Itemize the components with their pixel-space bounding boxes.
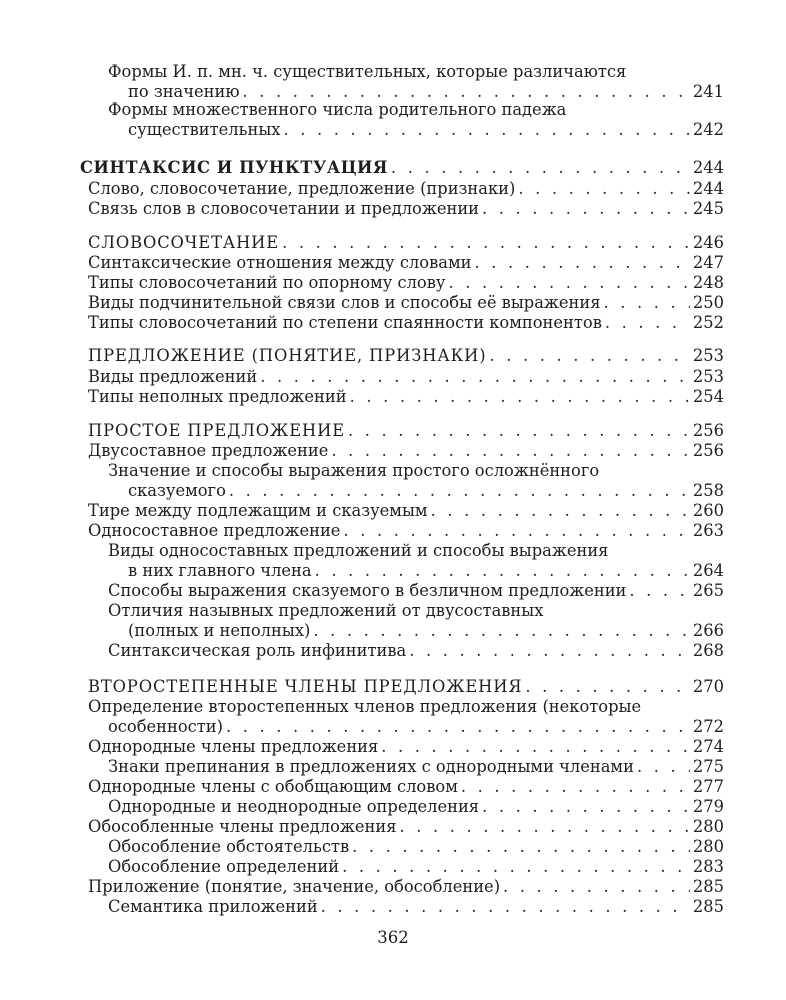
dot-leader (474, 253, 689, 273)
dot-leader (503, 877, 690, 897)
toc-entry-title: Виды подчинительной связи слов и способы её выражения (88, 293, 601, 312)
dot-leader (226, 717, 690, 737)
dot-leader (604, 293, 690, 313)
toc-page-number: 279 (692, 797, 724, 816)
dot-leader (282, 233, 690, 253)
toc-entry-title: существительных (128, 120, 281, 139)
toc-entry-title: Обособленные члены предложения (88, 817, 397, 836)
toc-entry (80, 877, 724, 897)
toc-entry (80, 179, 724, 199)
toc-page-number: 274 (692, 737, 724, 756)
toc-entry (80, 293, 724, 313)
dot-leader (637, 757, 690, 777)
toc-page-number: 283 (692, 857, 724, 876)
toc-entry-title: Семантика приложений (108, 897, 318, 916)
toc-entry-title: Синтаксические отношения между словами (88, 253, 472, 272)
dot-leader (260, 367, 690, 387)
dot-leader (461, 777, 690, 797)
dot-leader (313, 621, 690, 641)
toc-entry-title-line: Виды односоставных предложений и способы выражения (108, 541, 609, 560)
dot-leader (315, 561, 690, 581)
dot-leader (381, 737, 690, 757)
toc-page-number: 254 (692, 387, 724, 406)
toc-entry-title: Типы словосочетаний по опорному слову (88, 273, 446, 292)
toc-entry (80, 601, 724, 641)
toc-entry-title: по значению (128, 82, 240, 101)
dot-leader (342, 857, 690, 877)
toc-entry (80, 897, 724, 917)
toc-entry (80, 541, 724, 581)
toc-entry (80, 501, 724, 521)
toc-page-number: 280 (692, 817, 724, 836)
toc-entry (80, 777, 724, 797)
toc-entry-title: (полных и неполных) (128, 621, 311, 640)
toc-entry (80, 797, 724, 817)
toc-page-number: 260 (692, 501, 724, 520)
dot-leader (331, 441, 690, 461)
toc-entry-title: Синтаксическая роль инфинитива (108, 641, 407, 660)
toc-entry-title: ПРЕДЛОЖЕНИЕ (ПОНЯТИЕ, ПРИЗНАКИ) (88, 346, 487, 365)
toc-page-number: 253 (692, 346, 724, 365)
toc-entry-title: Типы неполных предложений (88, 387, 347, 406)
toc-page-number: 263 (692, 521, 724, 540)
toc-entry-title: Приложение (понятие, значение, обособление) (88, 877, 501, 896)
dot-leader (243, 82, 690, 102)
toc-page-number: 246 (692, 233, 724, 252)
toc-page-number: 244 (692, 179, 724, 198)
toc-page-number: 248 (692, 273, 724, 292)
toc-page-number: 256 (692, 441, 724, 460)
dot-leader (448, 273, 689, 293)
toc-entry-title: Однородные члены с обобщающим словом (88, 777, 458, 796)
toc-page-number: 241 (692, 82, 724, 101)
dot-leader (489, 346, 689, 366)
toc-entry-title: Типы словосочетаний по степени спаянности компонентов (88, 313, 602, 332)
toc-entry-title: ВТОРОСТЕПЕННЫЕ ЧЛЕНЫ ПРЕДЛОЖЕНИЯ (88, 677, 523, 696)
toc-entry (80, 367, 724, 387)
dot-leader (629, 581, 690, 601)
toc-entry (80, 641, 724, 661)
toc-entry (80, 273, 724, 293)
toc-page-number: 285 (692, 897, 724, 916)
toc-entry-title: Двусоставное предложение (88, 441, 329, 460)
toc-page-number: 285 (692, 877, 724, 896)
toc-entry-title-line: Формы множественного числа родительного падежа (108, 100, 567, 119)
toc-page-number: 280 (692, 837, 724, 856)
dot-leader (431, 501, 690, 521)
toc-page-number: 277 (692, 777, 724, 796)
dot-leader (518, 179, 690, 199)
toc-page-number: 272 (692, 717, 724, 736)
toc-entry-title-line: Определение второстепенных членов предложения (некоторые (88, 697, 642, 716)
toc-entry-title: Обособление определений (108, 857, 340, 876)
toc-entry-title: Связь слов в словосочетании и предложении (88, 199, 480, 218)
toc-entry-title-line: Значение и способы выражения простого осложнённого (108, 461, 600, 480)
toc-entry-title: Однородные члены предложения (88, 737, 379, 756)
toc-entry-title: Тире между подлежащим и сказуемым (88, 501, 428, 520)
toc-entry-title: Слово, словосочетание, предложение (признаки) (88, 179, 516, 198)
toc-entry (80, 62, 724, 102)
toc-page-number: 250 (692, 293, 724, 312)
toc-entry-title: Способы выражения сказуемого в безличном предложении (108, 581, 627, 600)
dot-leader (283, 120, 689, 140)
toc-entry-title: Односоставное предложение (88, 521, 341, 540)
toc-entry-title: Однородные и неоднородные определения (108, 797, 480, 816)
page-number: 362 (377, 928, 409, 947)
dot-leader (321, 897, 690, 917)
toc-entry-title: особенности) (108, 717, 223, 736)
toc-entry-title: сказуемого (128, 481, 226, 500)
dot-leader (348, 421, 690, 441)
toc-entry-title: в них главного члена (128, 561, 312, 580)
toc-entry (80, 100, 724, 140)
toc-entry-title: Обособление обстоятельств (108, 837, 350, 856)
toc-entry (80, 757, 724, 777)
toc-page-number: 245 (692, 199, 724, 218)
toc-page-number: 265 (692, 581, 724, 600)
toc-page-number: 252 (692, 313, 724, 332)
toc-page-number: 275 (692, 757, 724, 776)
toc-chapter-heading (80, 346, 724, 366)
toc-entry (80, 697, 724, 737)
toc-entry-title: СЛОВОСОЧЕТАНИЕ (88, 233, 280, 252)
toc-section-heading (80, 158, 724, 178)
dot-leader (525, 677, 690, 697)
toc-page-number: 247 (692, 253, 724, 272)
toc-entry (80, 857, 724, 877)
dot-leader (409, 641, 690, 661)
dot-leader (343, 521, 689, 541)
toc-entry-title-line: Отличия назывных предложений от двусоставных (108, 601, 544, 620)
toc-entry (80, 817, 724, 837)
dot-leader (350, 387, 690, 407)
dot-leader (482, 797, 690, 817)
toc-page-number: 266 (692, 621, 724, 640)
toc-entry-title: Виды предложений (88, 367, 258, 386)
toc-page-number: 268 (692, 641, 724, 660)
dot-leader (229, 481, 690, 501)
toc-entry (80, 253, 724, 273)
dot-leader (391, 158, 690, 178)
toc-page-number: 256 (692, 421, 724, 440)
toc-page-number: 242 (692, 120, 724, 139)
toc-page-number: 258 (692, 481, 724, 500)
toc-entry-title: ПРОСТОЕ ПРЕДЛОЖЕНИЕ (88, 421, 345, 440)
toc-page-number: 253 (692, 367, 724, 386)
toc-entry (80, 581, 724, 601)
toc-entry-title: СИНТАКСИС И ПУНКТУАЦИЯ (80, 158, 388, 177)
toc-page-number: 264 (692, 561, 724, 580)
toc-entry (80, 313, 724, 333)
toc-entry (80, 441, 724, 461)
toc-entry (80, 521, 724, 541)
toc-entry-title-line: Формы И. п. мн. ч. существительных, которые различаются (108, 62, 627, 81)
toc-entry (80, 199, 724, 219)
dot-leader (352, 837, 690, 857)
toc-page-number: 270 (692, 677, 724, 696)
toc-chapter-heading (80, 233, 724, 253)
dot-leader (482, 199, 690, 219)
toc-entry (80, 387, 724, 407)
toc-entry (80, 461, 724, 501)
toc-chapter-heading (80, 421, 724, 441)
toc-page-number: 244 (692, 158, 724, 177)
toc-entry-title: Знаки препинания в предложениях с однородными членами (108, 757, 634, 776)
dot-leader (605, 313, 690, 333)
toc-chapter-heading (80, 677, 724, 697)
dot-leader (400, 817, 690, 837)
toc-entry (80, 837, 724, 857)
toc-entry (80, 737, 724, 757)
